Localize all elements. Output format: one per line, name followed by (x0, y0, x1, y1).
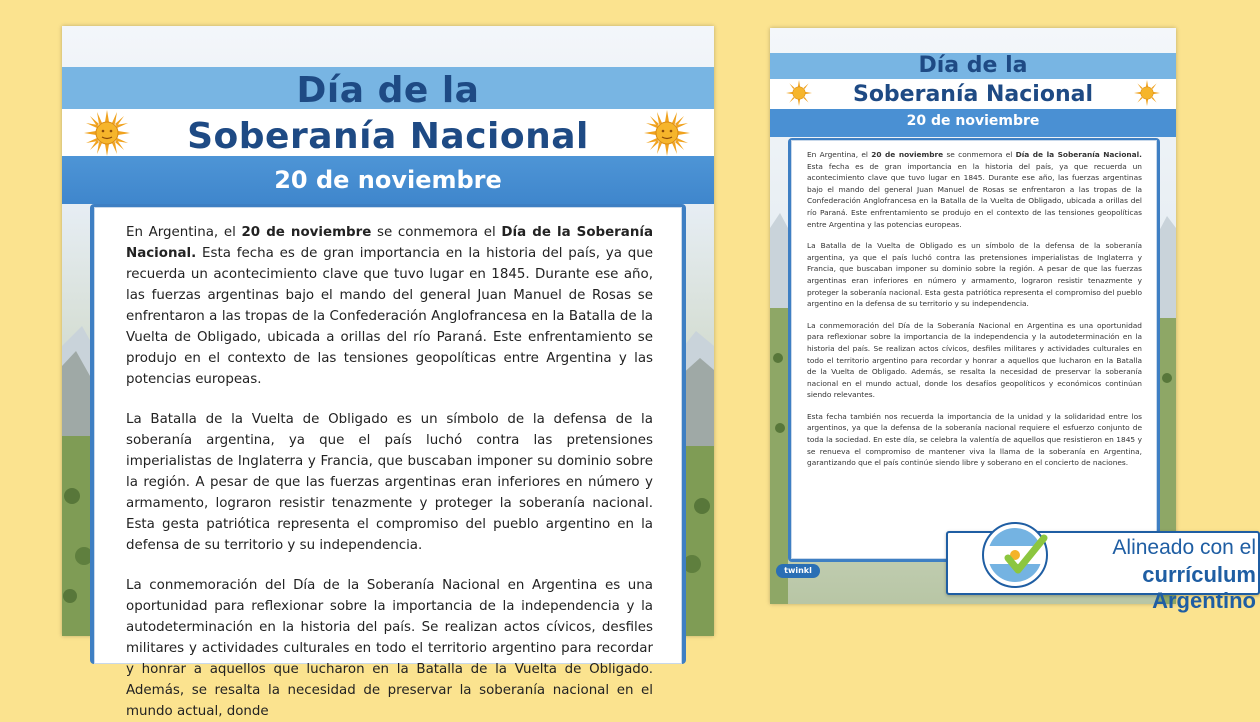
paragraph: En Argentina, el 20 de noviembre se conmemora el Día de la Soberanía Nacional. Esta fecha es de gran importancia en la historia del país, ya que recuerda un acontecimiento clave que tuvo lugar en 1845. Durante ese año, las fuerzas argentinas bajo el mando del general Juan Manuel de Rosas se enfrentaron a las tropas de la Confederación Anglofrancesa en la Batalla de la Vuelta de Obligado, ubicada a orillas del río Paraná. Este enfrentamiento se produjo en el contexto de las tensiones geopolíticas entre Argentina y las potencias europeas. (126, 225, 653, 387)
page-title-line-1: Día de la (296, 70, 480, 111)
sun-of-may-icon (644, 110, 690, 156)
paragraph: La conmemoración del Día de la Soberanía Nacional en Argentina es una oportunidad para reflexionar sobre la importancia de la independencia y la autodeterminación en la historia del país. Se realizan actos cívicos, desfiles militares y actividades culturales en todo el territorio argentino para recordar y honrar a aquellos que lucharon en la Batalla de la Vuelta de Obligado. Además, se resalta la necesidad de preservar la soberanía nacional en el mundo actual, donde los desafíos geopolíticos y económicos continúan siendo relevantes. (807, 320, 1142, 400)
badge-text-line-1: Alineado con el (1112, 536, 1256, 559)
sun-of-may-icon (1134, 80, 1160, 106)
paragraph: En Argentina, el 20 de noviembre se conmemora el Día de la Soberanía Nacional. Esta fecha es de gran importancia en la historia del país, ya que recuerda un acontecimiento clave que tuvo lugar en 1845. Durante ese año, las fuerzas argentinas bajo el mando del general Juan Manuel de Rosas se enfrentaron a las tropas de la Confederación Anglofrancesa en la Batalla de la Vuelta de Obligado, ubicada a orillas del río Paraná. Este enfrentamiento se produjo en el contexto de las tensiones geopolíticas entre Argentina y las potencias europeas. (807, 150, 1142, 229)
sun-of-may-icon (84, 110, 130, 156)
argentina-flag-circle-icon (982, 522, 1048, 588)
twinkl-logo: twinkl (776, 564, 820, 578)
paragraph: Esta fecha también nos recuerda la importancia de la unidad y la solidaridad entre los argentinos, ya que la defensa de la soberanía nacional requiere el esfuerzo conjunto de toda la sociedad. En este día, se celebra la valentía de aquellos que resistieron en 1845 y se renueva el compromiso de mantener viva la llama de la soberanía en Argentina, garantizando que el país continúe siendo libre y soberano en el concierto de naciones. (807, 411, 1142, 468)
text-frame (90, 204, 686, 719)
worksheet-thumbnail-preview (770, 28, 1176, 604)
text-body (791, 140, 1157, 559)
landscape-left-decoration (770, 198, 788, 604)
text-frame (788, 138, 1160, 562)
paragraph: La Batalla de la Vuelta de Obligado es un símbolo de la defensa de la soberanía argentina, ya que el país luchó contra las pretensiones imperialistas de Inglaterra y Francia, que buscaban imponer su dominio sobre la región. A pesar de que las fuerzas argentinas eran inferiores en número y armamento, lograron resistir tenazmente y proteger la soberanía nacional. Esta gesta patriótica representa el compromiso del pueblo argentino en la defensa de su territorio y su independencia. (807, 241, 1142, 309)
badge-text-line-2: currículum Argentino (1142, 562, 1256, 613)
paragraph: La Batalla de la Vuelta de Obligado es un símbolo de la defensa de la soberanía argentina, ya que el país luchó contra las pretensiones imperialistas de Inglaterra y Francia, que buscaban imponer su dominio sobre la región. A pesar de que las fuerzas argentinas eran inferiores en número y armamento, lograron resistir tenazmente y proteger la soberanía nacional. Esta gesta patriótica representa el compromiso del pueblo argentino en la defensa de su territorio y su independencia. (126, 412, 653, 553)
page-title-line-2: Soberanía Nacional (852, 82, 1094, 107)
sun-of-may-icon (786, 80, 812, 106)
paragraph: La conmemoración del Día de la Soberanía Nacional en Argentina es una oportunidad para reflexionar sobre la importancia de la independencia y la autodeterminación en la historia del país. Se realizan actos cívicos, desfiles militares y actividades culturales en todo el territorio argentino para recordar y honrar a aquellos que lucharon en la Batalla de la Vuelta de Obligado. Además, se resalta la necesidad de preservar la soberanía nacional en el mundo actual, donde (126, 578, 653, 719)
page-title-line-2: Soberanía Nacional (187, 116, 589, 157)
page-date: 20 de noviembre (906, 113, 1040, 129)
page-title-line-1: Día de la (918, 53, 1028, 78)
worksheet-large-preview (62, 26, 714, 719)
page-date: 20 de noviembre (274, 166, 502, 194)
text-body (94, 207, 682, 719)
